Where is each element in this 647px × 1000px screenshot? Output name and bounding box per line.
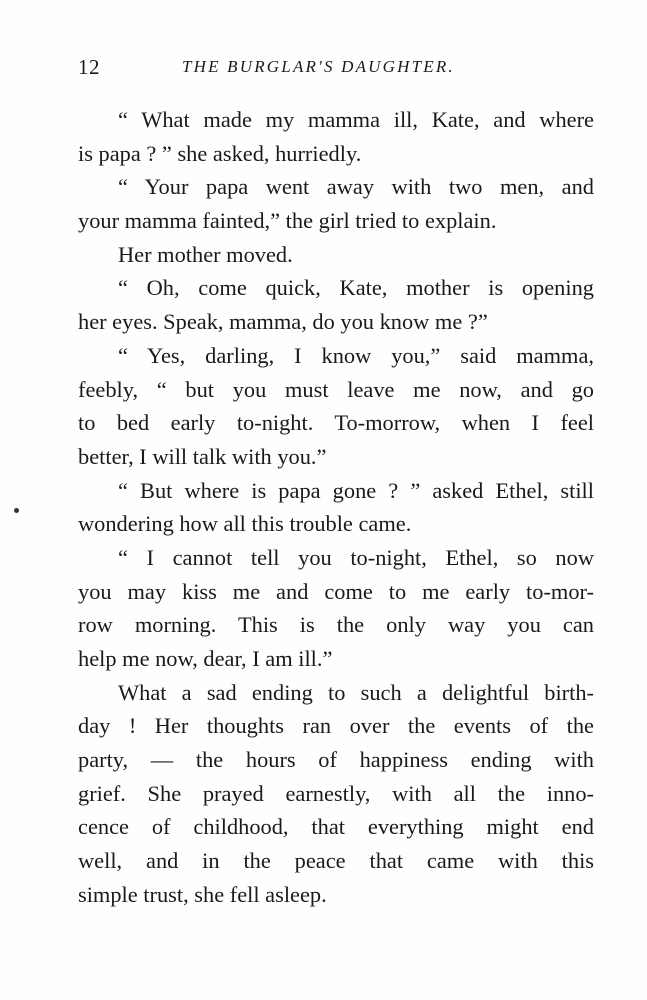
text-line: is papa ? ” she asked, hurriedly. [78, 140, 362, 166]
text-line: What a sad ending to such a delightful birth- [118, 679, 594, 705]
text-line: “ I cannot tell you to-night, Ethel, so now [118, 544, 594, 570]
text-line: help me now, dear, I am ill.” [78, 646, 333, 671]
text-line: well, and in the peace that came with this [78, 848, 594, 874]
text-line: Her mother moved. [118, 241, 293, 267]
ink-speck [14, 508, 19, 513]
text-line: party, — the hours of happiness ending with [78, 747, 594, 773]
text-line: cence of childhood, that everything might end [78, 814, 594, 840]
text-line: “ Yes, darling, I know you,” said mamma, [118, 342, 594, 368]
text-line: grief. She prayed earnestly, with all the inno- [78, 780, 594, 806]
text-line: your mamma fainted,” the girl tried to explain. [78, 208, 497, 234]
text-line: feebly, “ but you must leave me now, and go [78, 376, 594, 402]
text-line: simple trust, she fell asleep. [78, 881, 327, 907]
text-line: “ Oh, come quick, Kate, mother is opening [118, 275, 594, 301]
text-line: to bed early to-night. To-morrow, when I feel [78, 410, 594, 436]
text-line: row morning. This is the only way you can [78, 612, 594, 638]
text-line: day ! Her thoughts ran over the events of the [78, 713, 594, 739]
page-number: 12 [78, 55, 100, 79]
text-line: “ What made my mamma ill, Kate, and where [118, 107, 594, 132]
text-line: “ Your papa went away with two men, and [118, 174, 594, 200]
text-line: better, I will talk with you.” [78, 443, 327, 469]
body-text [78, 103, 594, 912]
text-line: “ But where is papa gone ? ” asked Ethel, still [118, 477, 594, 503]
running-head: THE BURGLAR'S DAUGHTER. [182, 57, 455, 76]
page-header [78, 55, 594, 85]
text-line: you may kiss me and come to me early to-mor- [78, 578, 594, 604]
text-line: her eyes. Speak, mamma, do you know me ?” [78, 309, 488, 335]
text-line: wondering how all this trouble came. [78, 511, 412, 537]
